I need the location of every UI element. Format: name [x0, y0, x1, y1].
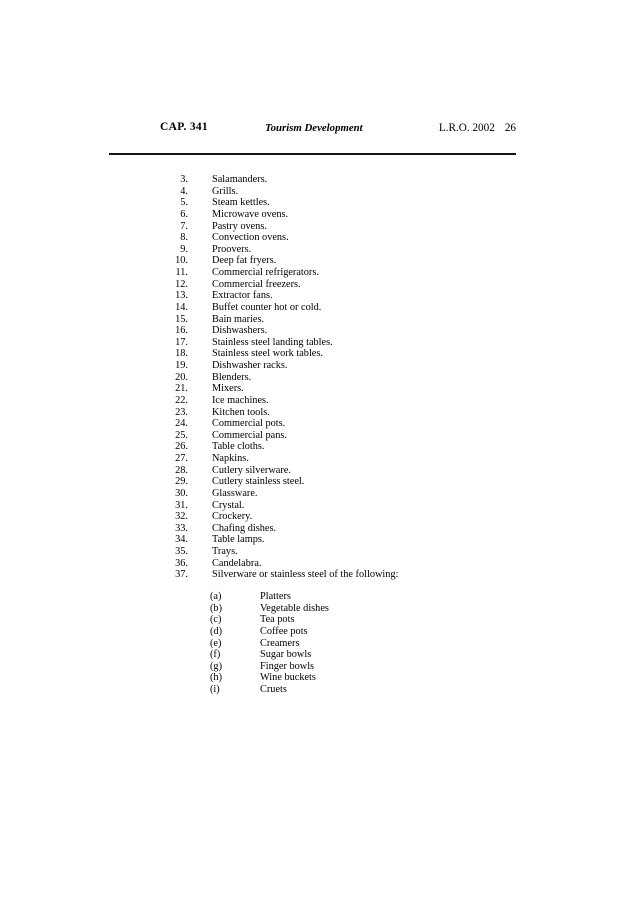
sublist-item-marker: (c) [210, 614, 222, 626]
sublist-item [210, 661, 329, 673]
sublist-item-text: Cruets [260, 684, 287, 695]
list-item-marker: 23. [175, 406, 188, 418]
list-item-text: Commercial refrigerators. [212, 267, 319, 278]
list-item [160, 360, 398, 372]
list-item [160, 511, 398, 523]
header-rule [109, 153, 516, 155]
list-item-marker: 9. [180, 243, 188, 255]
sublist-item [210, 626, 329, 638]
list-item-text: Grills. [212, 185, 239, 197]
list-item-marker: 33. [175, 522, 188, 534]
list-item [160, 569, 398, 581]
list-item [160, 523, 398, 535]
list-item-text: Commercial pans. [212, 429, 287, 441]
list-item [160, 325, 398, 337]
list-item-marker: 11. [175, 267, 188, 278]
list-item-text: Table cloths. [212, 441, 265, 453]
revision-note [439, 122, 516, 134]
list-item [160, 174, 398, 186]
list-item-text: Stainless steel landing tables. [212, 336, 333, 348]
list-item-marker: 28. [175, 464, 188, 476]
list-item-marker: 10. [175, 255, 188, 267]
list-item-marker: 25. [175, 429, 188, 441]
list-item-text: Deep fat fryers. [212, 255, 277, 267]
list-item-marker: 31. [175, 499, 188, 511]
list-item-text: Glassware. [212, 487, 258, 499]
list-item [160, 488, 398, 500]
list-item-marker: 3. [180, 174, 188, 185]
list-item [160, 441, 398, 453]
list-item-marker: 21. [175, 383, 188, 395]
list-item-text: Table lamps. [212, 534, 265, 546]
sublist-item-text: Sugar bowls [260, 649, 312, 661]
sublist-item-marker: (f) [210, 649, 221, 661]
chapter-number: CAP. 341 [160, 121, 208, 133]
list-item-text: Dishwashers. [212, 325, 268, 337]
sublist-item [210, 591, 329, 603]
list-item-marker: 35. [175, 546, 188, 557]
list-item-text: Microwave ovens. [212, 208, 289, 220]
list-item [160, 395, 398, 407]
sublist-item-marker: (h) [210, 672, 223, 684]
sublist-item-marker: (i) [210, 684, 220, 695]
list-item-marker: 13. [175, 290, 188, 302]
list-item [160, 418, 398, 430]
list-item [160, 232, 398, 244]
sublist-item-text: Finger bowls [260, 660, 315, 672]
list-item-text: Stainless steel work tables. [212, 348, 323, 360]
document-title: Tourism Development [265, 122, 363, 134]
list-item-text: Trays. [212, 546, 238, 557]
list-item-text: Proovers. [212, 243, 252, 255]
list-item-marker: 4. [180, 185, 188, 197]
list-item-text: Commercial freezers. [212, 278, 301, 290]
list-item-text: Cutlery stainless steel. [212, 476, 305, 488]
sublist-item-text: Vegetable dishes [260, 602, 329, 614]
list-item-text: Extractor fans. [212, 290, 273, 302]
sublist-item [210, 638, 329, 650]
list-item-text: Napkins. [212, 453, 249, 464]
list-item-text: Silverware or stainless steel of the following: [212, 569, 399, 581]
list-item-text: Mixers. [212, 383, 244, 395]
list-item [160, 348, 398, 360]
list-item-marker: 16. [175, 325, 188, 337]
list-item-marker: 17. [175, 336, 188, 348]
list-item-marker: 7. [180, 220, 188, 232]
sublist-item [210, 649, 329, 661]
list-item [160, 383, 398, 395]
list-item-marker: 5. [180, 197, 188, 209]
list-item-text: Candelabra. [212, 557, 262, 569]
list-item [160, 302, 398, 314]
list-item-text: Dishwasher racks. [212, 360, 288, 371]
list-item [160, 244, 398, 256]
list-item [160, 255, 398, 267]
revision-label: L.R.O. 2002 [438, 121, 495, 134]
list-item-marker: 18. [175, 348, 188, 360]
list-item-marker: 36. [175, 557, 188, 569]
list-item-text: Convection ovens. [212, 232, 289, 244]
sublist-item-text: Tea pots [260, 614, 295, 626]
list-item [160, 372, 398, 384]
list-item [160, 267, 398, 279]
list-item-text: Crockery. [212, 511, 253, 523]
list-item-text: Pastry ovens. [212, 220, 267, 232]
list-item-marker: 22. [175, 394, 188, 406]
sublist-item-marker: (b) [210, 602, 223, 614]
list-item [160, 197, 398, 209]
list-item-text: Blenders. [212, 371, 252, 383]
sublist-item-text: Coffee pots [260, 625, 308, 637]
list-item [160, 221, 398, 233]
page-number: 26 [504, 121, 516, 134]
list-item [160, 534, 398, 546]
list-item [160, 558, 398, 570]
list-item-marker: 26. [175, 441, 188, 453]
list-item-marker: 12. [175, 278, 188, 290]
list-item [160, 465, 398, 477]
list-item-text: Salamanders. [212, 174, 268, 185]
list-item-text: Steam kettles. [212, 197, 270, 209]
list-item-text: Bain maries. [212, 313, 265, 325]
list-item-marker: 30. [175, 487, 188, 499]
list-item-text: Chafing dishes. [212, 522, 277, 534]
list-item-marker: 27. [175, 453, 188, 464]
list-item [160, 430, 398, 442]
sublist-item-marker: (g) [210, 660, 223, 672]
list-item [160, 476, 398, 488]
sublist-item [210, 603, 329, 615]
list-item-text: Buffet counter hot or cold. [212, 301, 322, 313]
list-item-marker: 20. [175, 371, 188, 383]
list-item-marker: 19. [175, 360, 188, 371]
list-item-marker: 8. [180, 232, 188, 244]
sublist-item-marker: (e) [210, 637, 222, 649]
list-item-marker: 29. [175, 476, 188, 488]
list-item [160, 279, 398, 291]
list-item-text: Kitchen tools. [212, 406, 270, 418]
sublist-item [210, 684, 329, 696]
list-item-marker: 32. [175, 511, 188, 523]
sublist-item-text: Wine buckets [260, 672, 316, 684]
list-item [160, 209, 398, 221]
silverware-sublist [210, 591, 329, 696]
list-item [160, 407, 398, 419]
sublist-item-marker: (d) [210, 625, 223, 637]
list-item-text: Commercial pots. [212, 418, 286, 430]
list-item [160, 186, 398, 198]
sublist-item-text: Platters [260, 591, 291, 602]
list-item [160, 314, 398, 326]
list-item [160, 290, 398, 302]
sublist-item-marker: (a) [210, 591, 222, 602]
equipment-list [160, 174, 398, 581]
sublist-item [210, 672, 329, 684]
list-item [160, 500, 398, 512]
list-item-marker: 15. [175, 313, 188, 325]
list-item [160, 453, 398, 465]
list-item-marker: 37. [175, 569, 188, 581]
list-item-marker: 6. [180, 208, 188, 220]
list-item-text: Cutlery silverware. [212, 464, 291, 476]
list-item [160, 546, 398, 558]
list-item-marker: 24. [175, 418, 188, 430]
sublist-item-text: Creamers [260, 637, 300, 649]
list-item-marker: 14. [175, 301, 188, 313]
list-item [160, 337, 398, 349]
sublist-item [210, 614, 329, 626]
list-item-marker: 34. [175, 534, 188, 546]
list-item-text: Ice machines. [212, 394, 269, 406]
list-item-text: Crystal. [212, 499, 245, 511]
